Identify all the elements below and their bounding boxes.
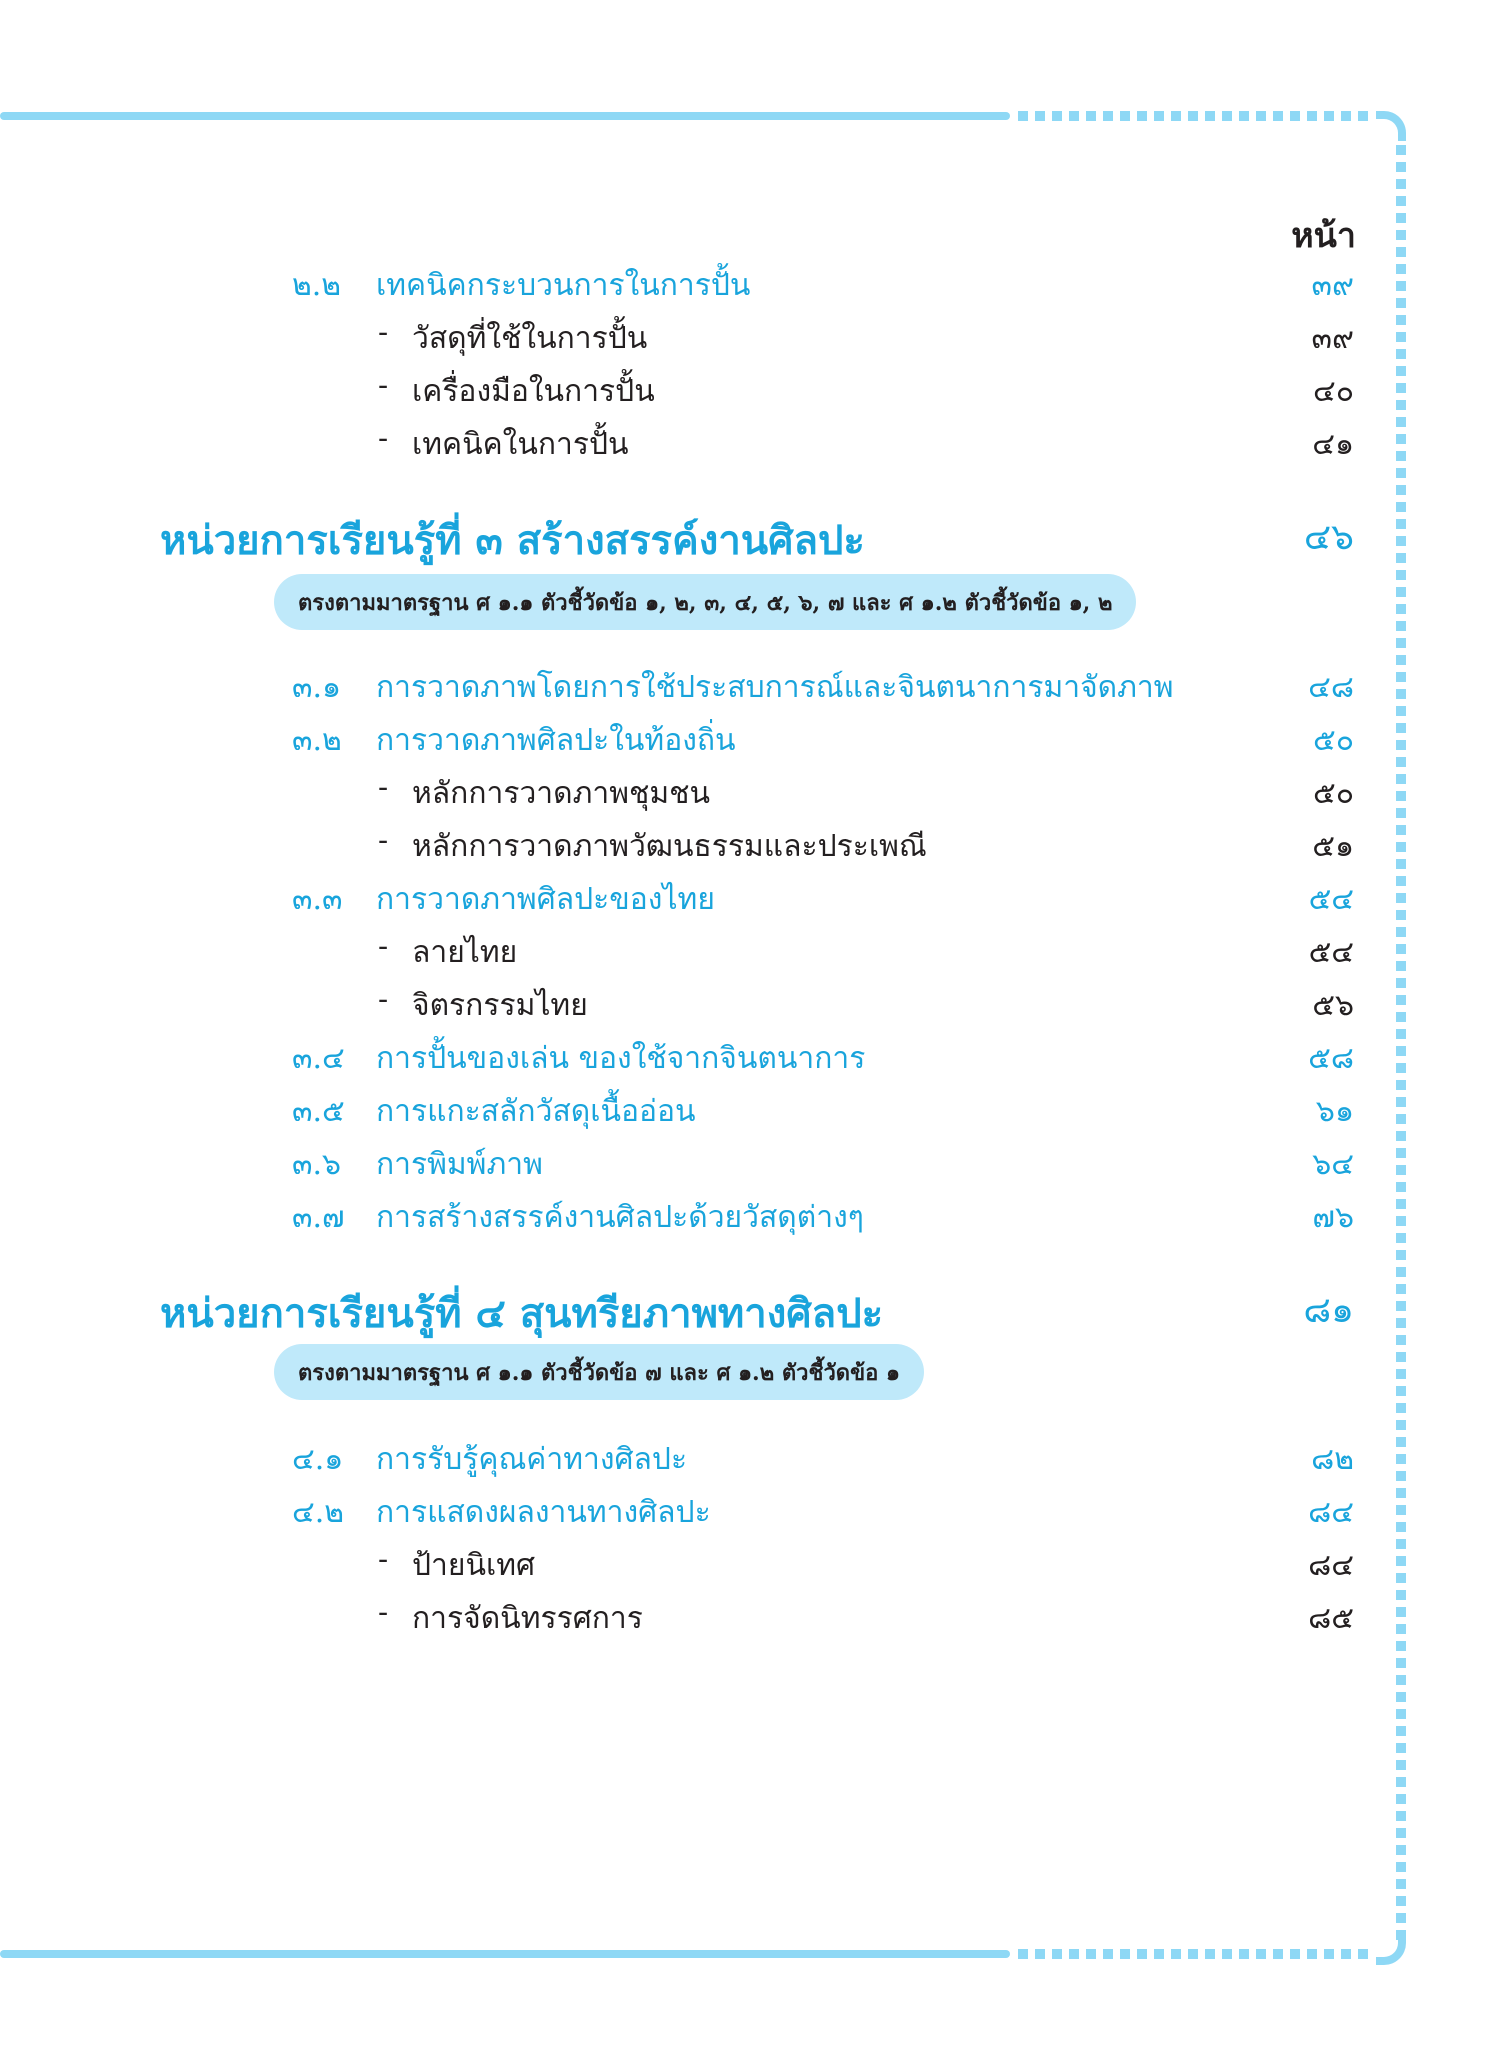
- bullet-dash: -: [378, 770, 389, 805]
- toc-entry-3-6[interactable]: [0, 1141, 1496, 1187]
- page-number: ๕๐: [1312, 776, 1354, 811]
- section-number: ๓.๕: [292, 1094, 345, 1129]
- page-number: ๔๖: [1303, 517, 1354, 558]
- toc-entry-3-2[interactable]: [0, 717, 1496, 763]
- bullet-dash: -: [378, 368, 389, 403]
- section-number: ๓.๔: [292, 1041, 345, 1076]
- page-number: ๓๙: [1311, 268, 1354, 303]
- section-number: ๓.๗: [292, 1200, 345, 1235]
- section-title: เทคนิคกระบวนการในการปั้น: [376, 268, 751, 303]
- section-title: การพิมพ์ภาพ: [376, 1147, 543, 1182]
- bottom-border-dashes: [1018, 1949, 1368, 1959]
- subentry-title: หลักการวาดภาพชุมชน: [412, 776, 711, 811]
- page-number: ๔๑: [1312, 427, 1354, 462]
- subentry-title: จิตรกรรมไทย: [412, 988, 588, 1023]
- section-title: การปั้นของเล่น ของใช้จากจินตนาการ: [376, 1041, 866, 1076]
- toc-entry-3-4[interactable]: [0, 1035, 1496, 1081]
- unit-title: หน่วยการเรียนรู้ที่ ๔ สุนทรียภาพทางศิลปะ: [160, 1290, 884, 1337]
- bottom-border-line: [0, 1950, 1010, 1958]
- toc-subentry[interactable]: [0, 1595, 1496, 1641]
- toc-subentry[interactable]: [0, 982, 1496, 1028]
- page-column-header: หน้า: [1291, 216, 1356, 256]
- bullet-dash: -: [378, 315, 389, 350]
- bullet-dash: -: [378, 1595, 389, 1630]
- toc-subentry[interactable]: [0, 929, 1496, 975]
- bullet-dash: -: [378, 823, 389, 858]
- page-number: ๔๘: [1308, 670, 1354, 705]
- toc-subentry[interactable]: [0, 1542, 1496, 1588]
- section-number: ๓.๖: [292, 1147, 342, 1182]
- page-number: ๘๔: [1308, 1548, 1354, 1583]
- bullet-dash: -: [378, 1542, 389, 1577]
- subentry-title: เทคนิคในการปั้น: [412, 427, 629, 462]
- section-title: การรับรู้คุณค่าทางศิลปะ: [376, 1442, 688, 1477]
- bottom-right-corner: [1376, 1935, 1406, 1965]
- section-title: การแกะสลักวัสดุเนื้ออ่อน: [376, 1094, 696, 1129]
- toc-entry-3-1[interactable]: [0, 664, 1496, 710]
- toc-unit-4[interactable]: [0, 1281, 1496, 1337]
- page-number: ๕๘: [1308, 1041, 1354, 1076]
- top-border-line: [0, 112, 1010, 120]
- unit-title: หน่วยการเรียนรู้ที่ ๓ สร้างสรรค์งานศิลปะ: [160, 517, 865, 564]
- section-number: ๔.๑: [292, 1442, 344, 1477]
- subentry-title: การจัดนิทรรศการ: [412, 1601, 643, 1636]
- standards-badge: ตรงตามมาตรฐาน ศ ๑.๑ ตัวชี้วัดข้อ ๗ และ ศ ๑.๒ ตัวชี้วัดข้อ ๑: [274, 1344, 924, 1400]
- subentry-title: ป้ายนิเทศ: [412, 1548, 536, 1583]
- page-number: ๗๖: [1312, 1200, 1354, 1235]
- page-number: ๕๔: [1308, 935, 1354, 970]
- toc-subentry[interactable]: [0, 315, 1496, 361]
- subentry-title: หลักการวาดภาพวัฒนธรรมและประเพณี: [412, 829, 927, 864]
- section-number: ๓.๓: [292, 882, 343, 917]
- toc-subentry[interactable]: [0, 770, 1496, 816]
- toc-entry-3-3[interactable]: [0, 876, 1496, 922]
- bullet-dash: -: [378, 982, 389, 1017]
- page-number: ๕๑: [1312, 829, 1354, 864]
- section-number: ๓.๒: [292, 723, 342, 758]
- section-number: ๓.๑: [292, 670, 342, 705]
- toc-subentry[interactable]: [0, 823, 1496, 869]
- toc-entry-2-2[interactable]: [0, 262, 1496, 308]
- page-number: ๓๙: [1311, 321, 1354, 356]
- toc-entry-3-7[interactable]: [0, 1194, 1496, 1240]
- page-number: ๕๔: [1308, 882, 1354, 917]
- section-title: การวาดภาพศิลปะในท้องถิ่น: [376, 723, 736, 758]
- bullet-dash: -: [378, 929, 389, 964]
- page-number: ๘๑: [1303, 1290, 1354, 1331]
- page-number: ๖๑: [1315, 1094, 1354, 1129]
- page-number: ๘๔: [1308, 1495, 1354, 1530]
- standards-badge: ตรงตามมาตรฐาน ศ ๑.๑ ตัวชี้วัดข้อ ๑, ๒, ๓, ๔, ๕, ๖, ๗ และ ศ ๑.๒ ตัวชี้วัดข้อ ๑, ๒: [274, 574, 1136, 630]
- top-border-dashes: [1018, 111, 1368, 121]
- page-number: ๘๕: [1308, 1601, 1354, 1636]
- subentry-title: วัสดุที่ใช้ในการปั้น: [412, 321, 648, 356]
- toc-unit-3[interactable]: [0, 508, 1496, 564]
- toc-entry-4-1[interactable]: [0, 1436, 1496, 1482]
- page-number: ๕๖: [1312, 988, 1354, 1023]
- page-number: ๖๔: [1312, 1147, 1354, 1182]
- section-title: การแสดงผลงานทางศิลปะ: [376, 1495, 711, 1530]
- toc-subentry[interactable]: [0, 368, 1496, 414]
- top-right-corner: [1376, 111, 1406, 141]
- section-title: การสร้างสรรค์งานศิลปะด้วยวัสดุต่างๆ: [376, 1200, 864, 1235]
- section-number: ๒.๒: [292, 268, 342, 303]
- page-number: ๕๐: [1312, 723, 1354, 758]
- page-number: ๘๒: [1311, 1442, 1354, 1477]
- toc-subentry[interactable]: [0, 421, 1496, 467]
- section-number: ๔.๒: [292, 1495, 345, 1530]
- toc-entry-3-5[interactable]: [0, 1088, 1496, 1134]
- section-title: การวาดภาพศิลปะของไทย: [376, 882, 715, 917]
- section-title: การวาดภาพโดยการใช้ประสบการณ์และจินตนาการมาจัดภาพ: [376, 670, 1174, 705]
- subentry-title: ลายไทย: [412, 935, 518, 970]
- subentry-title: เครื่องมือในการปั้น: [412, 374, 655, 409]
- bullet-dash: -: [378, 421, 389, 456]
- toc-entry-4-2[interactable]: [0, 1489, 1496, 1535]
- page-number: ๔๐: [1312, 374, 1354, 409]
